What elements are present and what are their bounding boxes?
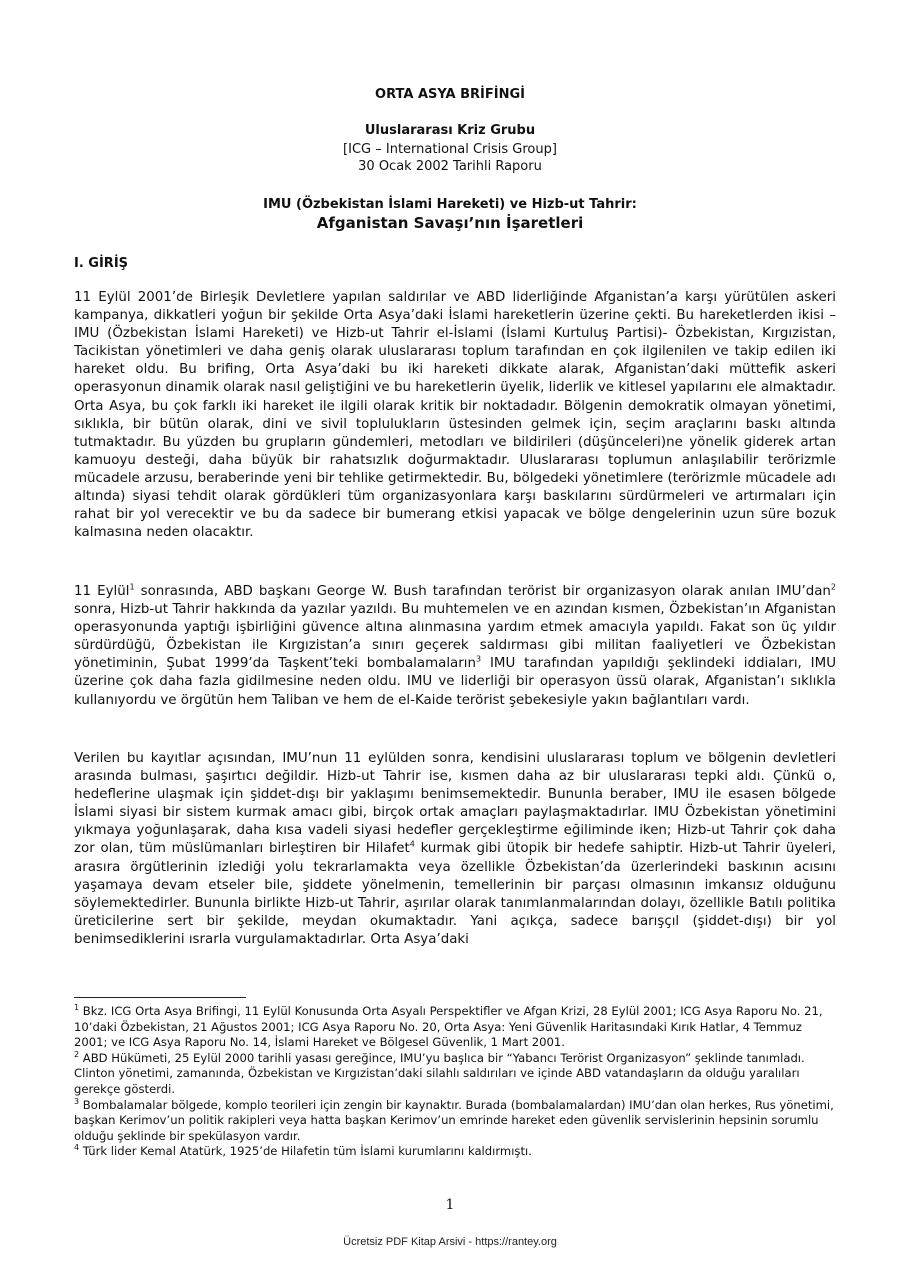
footnote-2 (74, 1051, 836, 1098)
paragraph-2-text-b: sonrasında, ABD başkanı George W. Bush tarafından terörist bir organizasyon olarak anılan IMU’dan (134, 584, 831, 599)
footnote-number: 2 (74, 1049, 80, 1059)
footnote-3 (74, 1098, 836, 1145)
footnote-ref-1[interactable]: 1 (129, 582, 135, 592)
footnote-number: 4 (74, 1143, 80, 1153)
footnote-number: 3 (74, 1096, 80, 1106)
document-title: ORTA ASYA BRİFİNGİ (375, 87, 525, 102)
footnote-4 (74, 1144, 836, 1160)
paragraph-3-text-b: kurmak gibi ütopik bir hedefe sahiptir. Hizb-ut Tahrir üyeleri, arasıra örgütlerinin izlediği yolu tekrarlamakta veya özellikle Özbekistan’da üzerlerindeki baskının acısını yaşamaya devam etseler bile, şiddete yönelmenin, temellerinin bir parçası olmasının imkansız olduğunu söylemektedirler. Bununla birlikte Hizb-ut Tahrir, aşırılar olarak tanımlanmalarından dolayı, özellikle Batılı politika üreticilerine sert bir şekilde, meydan okumaktadır. Yani açıkça, sadece barışçıl (şiddet-dışı) bir yol benimsediklerini ısrarla vurgulamaktadırlar. Orta Asya’daki (74, 841, 836, 947)
paragraph-1: 11 Eylül 2001’de Birleşik Devletlere yapılan saldırılar ve ABD liderliğinde Afganistan’a karşı yürütülen askeri kampanya, dikkatleri yoğun bir şekilde Orta Asya’daki İslami hareketlerin üzerine çekti. Bu hareketlerden ikisi –IMU (Özbekistan İslami Hareketi) ve Hizb-ut Tahrir el-İslami (İslami Kurtuluş Partisi)- Özbekistan, Kırgızistan, Tacikistan yönetimleri ve daha geniş olarak uluslararası toplum tarafından en çok ilgilenilen ve takip edilen iki hareket oldu. Bu brifing, Orta Asya’daki bu iki hareketi dikkate alarak, Afganistan’daki müttefik askeri operasyonun dinamik olarak nasıl geliştiğini ve bu hareketlerin üyelik, liderlik ve kitlesel yapılarını ele almaktadır. Orta Asya, bu çok farklı iki hareket ile ilgili olarak kritik bir noktadadır. Bölgenin demokratik olmayan yönetimi, sıklıkla, bir bütün olarak, dini ve sivil toplulukların üstesinden gelmek için, seçim araçlarını baskı altında tutmaktadır. Bu yüzden bu grupların gündemleri, metodları ve bildirileri (düşünceleri)ne yönelik giderek artan kamuoyu desteği, daha büyük bir rahatsızlık doğurmaktadır. Uluslararası toplumun anlaşılabilir terörizmle mücadele arzusu, beraberinde yeni bir tehlike getirmektedir. Bu, bölgedeki yönetimlere (terörizmle mücadele adı altında) siyasi tehdit olarak gördükleri tüm organizasyonlara karşı baskılarını sürdürmeleri ve artırmaları için rahat bir yol verecektir ve bu da sadece bir bumerang etkisi yapacak ve bölge dengelerinin uzun süre bozuk kalmasına neden olacaktır. (74, 290, 836, 541)
footnote-1 (74, 1004, 836, 1051)
footnote-divider (74, 997, 246, 998)
footnote-ref-2[interactable]: 2 (830, 582, 837, 592)
footnote-text: Bombalamalar bölgede, komplo teorileri için zengin bir kaynaktır. Burada (bombalamalardan) IMU’dan olan herkes, Rus yönetimi, başkan Kerimov’un politik rakipleri veya hatta başkan Kerimov’un emrinde hareket eden güvenlik servislerinin hepsinin sorumlu olduğu şeklinde bir spekülasyon vardır. (74, 1097, 834, 1143)
page-number: 1 (445, 1197, 455, 1213)
paragraph-2-text-a: 11 Eylül (74, 584, 130, 599)
report-date: 30 Ocak 2002 Tarihli Raporu (358, 159, 542, 174)
paragraph-2-text-d: IMU tarafından yapıldığı şeklindeki iddiaları, IMU üzerine çok daha fazla gidilmesine neden oldu. IMU ve liderliği bir operasyon üssü olarak, Afganistan’ı sıklıkla kullanıyordu ve örgütün hem Taliban ve hem de el-Kaide terörist şebekesiyle yakın bağlantıları vardı. (74, 656, 836, 708)
footnote-ref-3[interactable]: 3 (475, 654, 482, 664)
paragraph-3-text-a: Verilen bu kayıtlar açısından, IMU’nun 11 eylülden sonra, kendisini uluslararası toplum ve bölgenin devletleri arasında bulması, şaşırtıcı değildir. Hizb-ut Tahrir ise, kısmen daha az bir uluslararası tepki aldı. Çünkü o, hedeflerine ulaşmak için şiddet-dışı bir yaklaşımı benimsemektedir. Bununla beraber, IMU ile esasen bölgede İslami siyasi bir sistem kurmak amacı gibi, birçok ortak amaçları paylaşmaktadırlar. IMU Özbekistan yönetimini yıkmaya yoğunlaşarak, daha kısa vadeli siyasi hedefler gerçekleştirme eğiliminde iken; Hizb-ut Tahrir çok daha zor olan, tüm müslümanları birleştiren bir Hilafet (74, 751, 836, 857)
report-subtitle: IMU (Özbekistan İslami Hareketi) ve Hizb-ut Tahrir: (263, 197, 637, 212)
paragraph-2-text-c: sonra, Hizb-ut Tahrir hakkında da yazılar yazıldı. Bu muhtemelen ve en azından kısmen, Özbekistan’ın Afganistan operasyonunda yaptığı işbirliğini güvence altına alınmasına yardım etmek amacıyla yapıldı. Fakat son üç yıldır sürdürdüğü, Özbekistan ile Kırgızistan’a sınırı geçerek saldırması gibi militan faaliyetleri ve Özbekistan yönetiminin, Şubat 1999’da Taşkent’teki bombalamaların (74, 602, 836, 672)
footnote-number: 1 (74, 1003, 80, 1013)
report-subtitle-secondary: Afganistan Savaşı’nın İşaretleri (316, 214, 584, 232)
footnote-ref-4[interactable]: 4 (409, 840, 415, 849)
paragraph-3 (74, 750, 836, 949)
footer-credit[interactable]: Ücretsiz PDF Kitap Arsivi - https://rantey.org (343, 1236, 557, 1248)
footnote-text: ABD Hükümeti, 25 Eylül 2000 tarihli yasası gereğince, IMU’yu başlıca bir “Yabancı Terörist Organizasyon” şeklinde tanımladı. Clinton yönetimi, zamanında, Özbekistan ve Kırgızistan’daki silahlı saldırıları ve içinde ABD vatandaşların da olduğu yaralıları gerekçe gösterdi. (74, 1050, 805, 1096)
organization-full-name: [ICG – International Crisis Group] (343, 142, 557, 157)
footnotes (74, 1004, 836, 1160)
section-heading: I. GİRİŞ (74, 256, 129, 271)
paragraph-2 (74, 583, 836, 710)
organization-name: Uluslararası Kriz Grubu (364, 123, 536, 138)
footnote-text: Bkz. ICG Orta Asya Brifingi, 11 Eylül Konusunda Orta Asyalı Perspektifler ve Afgan Krizi, 28 Eylül 2001; ICG Asya Raporu No. 21, 10’daki Özbekistan, 21 Ağustos 2001; ICG Asya Raporu No. 20, Orta Asya: Yeni Güvenlik Haritasındaki Kırık Hatlar, 4 Temmuz 2001; ve ICG Asya Raporu No. 14, İslami Hareket ve Bölgesel Güvenlik, 1 Mart 2001. (74, 1004, 823, 1050)
footnote-text: Türk lider Kemal Atatürk, 1925’de Hilafetin tüm İslami kurumlarını kaldırmıştı. (79, 1144, 532, 1159)
